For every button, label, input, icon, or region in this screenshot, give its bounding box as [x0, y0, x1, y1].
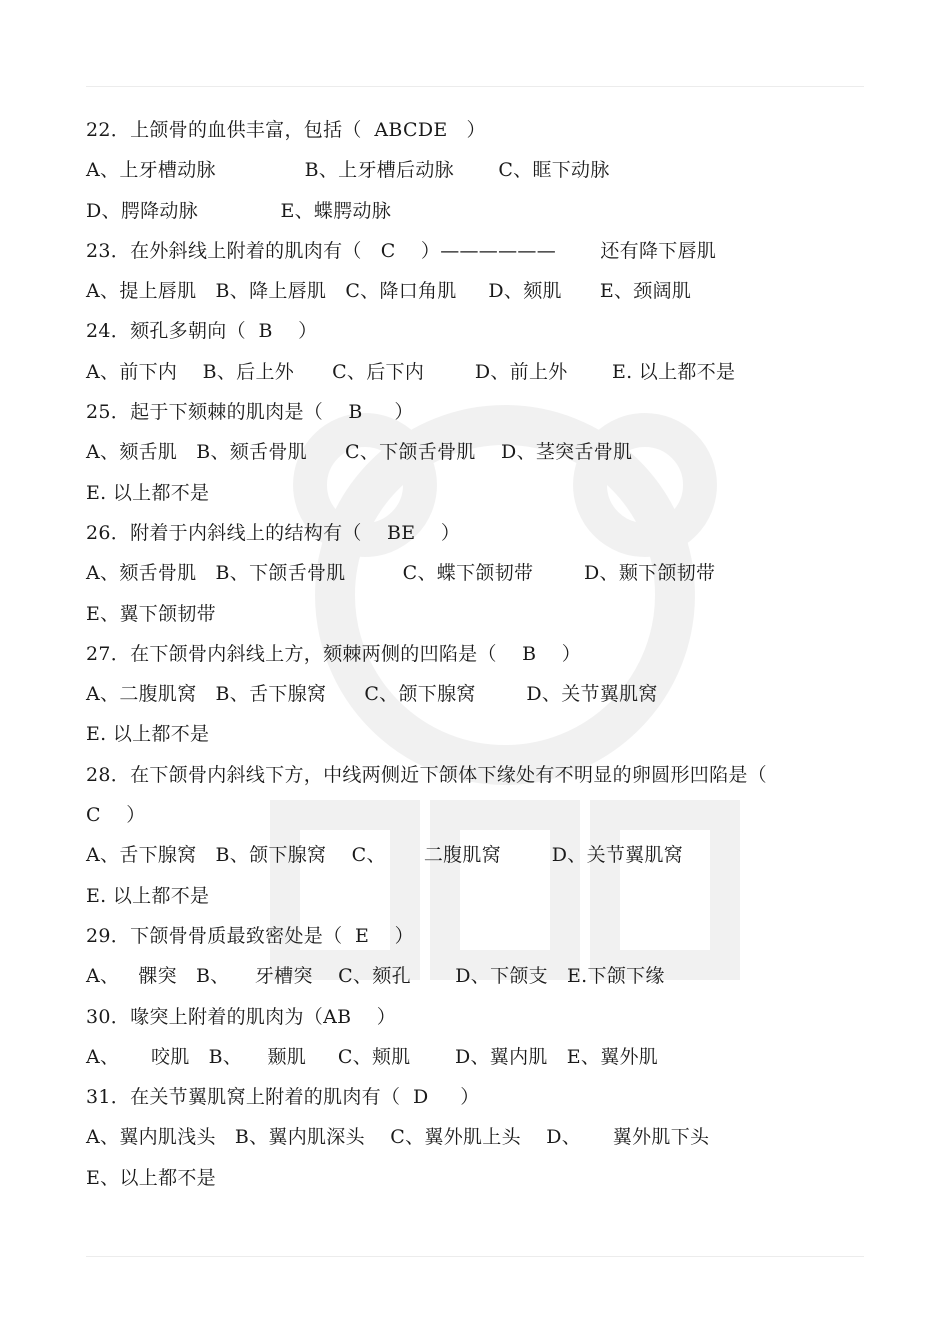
line-q31: 31．在关节翼肌窝上附着的肌肉有（ D ） [86, 1086, 480, 1109]
line-q23: 23．在外斜线上附着的肌肉有（ C ）—————— 还有降下唇肌 [86, 239, 717, 262]
line-q22-options-1: A、上牙槽动脉 B、上牙槽后动脉 C、眶下动脉 [86, 159, 610, 182]
line-q23-options: A、提上唇肌 B、降上唇肌 C、降口角肌 D、颏肌 E、颈阔肌 [86, 280, 692, 303]
line-q28: 28．在下颌骨内斜线下方，中线两侧近下颌体下缘处有不明显的卵圆形凹陷是（ [86, 763, 767, 786]
line-q25-options-2: E. 以上都不是 [86, 481, 210, 504]
line-q31-options-1: A、翼内肌浅头 B、翼内肌深头 C、翼外肌上头 D、 翼外肌下头 [86, 1126, 710, 1149]
line-q28-options-2: E. 以上都不是 [86, 884, 210, 907]
line-q22-options-2: D、腭降动脉 E、蝶腭动脉 [86, 199, 392, 222]
line-q24: 24．颏孔多朝向（ B ） [86, 320, 318, 343]
line-q27-options-1: A、二腹肌窝 B、舌下腺窝 C、颌下腺窝 D、关节翼肌窝 [86, 683, 658, 706]
line-q26: 26．附着于内斜线上的结构有（ BE ） [86, 521, 461, 544]
line-q29-options: A、 髁突 B、 牙槽突 C、颏孔 D、下颌支 E.下颌下缘 [86, 965, 665, 988]
line-q30: 30．喙突上附着的肌肉为（AB ） [86, 1005, 397, 1028]
line-q26-options-1: A、颏舌骨肌 B、下颌舌骨肌 C、蝶下颌韧带 D、颞下颌韧带 [86, 562, 716, 585]
line-q27: 27．在下颌骨内斜线上方，颏棘两侧的凹陷是（ B ） [86, 642, 582, 665]
line-q31-options-2: E、以上都不是 [86, 1166, 216, 1189]
line-q25: 25．起于下颏棘的肌肉是（ B ） [86, 401, 414, 424]
line-q28-answer: C ） [86, 804, 146, 827]
bottom-rule [86, 1256, 864, 1257]
line-q27-options-2: E. 以上都不是 [86, 723, 210, 746]
line-q29: 29．下颌骨骨质最致密处是（ E ） [86, 924, 414, 947]
line-q25-options-1: A、颏舌肌 B、颏舌骨肌 C、下颌舌骨肌 D、茎突舌骨肌 [86, 441, 633, 464]
question-list [86, 110, 846, 1198]
line-q28-options-1: A、舌下腺窝 B、颌下腺窝 C、 二腹肌窝 D、关节翼肌窝 [86, 844, 684, 867]
line-q22: 22．上颌骨的血供丰富，包括（ ABCDE ） [86, 119, 486, 141]
top-rule [86, 86, 864, 87]
line-q26-options-2: E、翼下颌韧带 [86, 602, 216, 625]
line-q30-options: A、 咬肌 B、 颞肌 C、颊肌 D、翼内肌 E、翼外肌 [86, 1045, 659, 1068]
line-q24-options: A、前下内 B、后上外 C、后下内 D、前上外 E. 以上都不是 [86, 360, 736, 383]
